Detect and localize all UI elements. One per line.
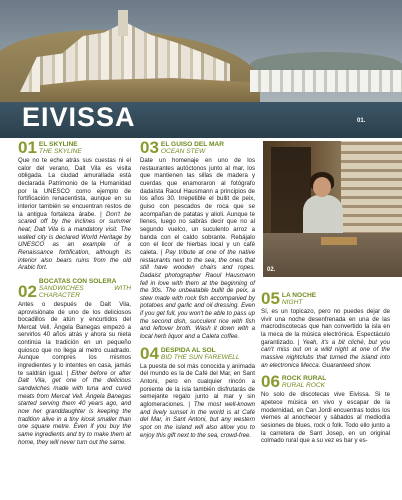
section-title-en: OCEAN STEW xyxy=(160,148,206,155)
section-title-en: SANDWICHES WITH CHARACTER xyxy=(38,284,131,299)
section-text-en: Either before or after Dalt Vila, get one of the delicious sandwiches made with tuna and cured meats from Mercat Vell. Àngela Banegas started serving them 40 years ago, and now her granddaughter is keeping the tradition alive in a tiny kiosk smaller than one square metre. Even if you buy the same ingredients and try to make them at home, they will never turn out the same. xyxy=(18,369,131,446)
section-title-en: THE SKYLINE xyxy=(38,148,82,155)
section-title-en: RURAL ROCK xyxy=(281,382,326,390)
section-text-en: Pay tribute at one of the native restaurants next to the sea, the ones that still have wooden chairs and ropes. Dadaist photographer Raoul Hausmann fell in love with them at the beginning of the 30s. The unbeatable bullit de peix, a stew made with rock fish accompanied by potatoes and garlic and oil dressing. Even if you get full, you won't be able to pass up the second dish, succulent rice with fish and leftover broth. Wash it down with a local herb liquor and a Caleta coffee. xyxy=(140,248,255,341)
section-heading xyxy=(261,372,390,392)
section-04 xyxy=(140,343,255,440)
section-title-en: NIGHT xyxy=(281,299,303,306)
vendor-body xyxy=(303,195,343,235)
section-text: Que no te eche atrás sus cuestas ni el calor del verano, Dalt Vila es visita obligada. La ciudad amurallada está declarada Patrimonio de la Humanidad por la UNESCO como ejemplo de fortificación renacentista, aunque en su interior también se encuentran restos de la antigua fortaleza árabe. | xyxy=(18,157,131,218)
section-06 xyxy=(261,372,390,445)
column-3 xyxy=(261,289,390,451)
section-text: La puesta de sol más conocida y animada del mundo es la de Café del Mar, en Sant Antoni, pero en cualquier rincón a poniente de la isla también disfrutarás de semejante regalo junto al mar y sin aglomeraciones. | xyxy=(140,362,255,409)
section-number: 02 xyxy=(18,281,37,301)
column-1 xyxy=(18,138,131,452)
hero-photo xyxy=(0,0,402,138)
column-2 xyxy=(140,138,255,445)
section-title: EL GUISO DEL MAR xyxy=(160,141,225,148)
section-title-en: BID THE SUN FAREWELL xyxy=(160,353,240,361)
section-text-en: Don't be scared off by the inclines or summer heat; Dalt Vila is a mandatory visit. The walled city is declared World Heritage by UNESCO as an example of a Renaissance fortification, although its interior also bears ruins from the old Arabic fort. xyxy=(18,210,131,272)
section-title: EL SKYLINE xyxy=(38,141,78,148)
section-number: 03 xyxy=(140,138,159,157)
section-heading xyxy=(18,278,131,299)
vendor-face xyxy=(313,177,331,197)
section-title: LA NOCHE xyxy=(281,292,317,299)
section-number: 01 xyxy=(18,138,37,157)
section-text-en: Yeah, it's a bit cliché, but you can't miss out on a wild night at one of the massive nightclubs that turned the island into an electronica Mecca. Guaranteed show. xyxy=(261,338,390,369)
section-number: 06 xyxy=(261,372,280,392)
section-text: Antes o después de Dalt Vila, aprovisiónate de uno de los deliciosos bocadillos de atún y encurtidos del Mercat Vell. Àngela Banegas empezó a servirlos 40 años atrás y ahora su nieta continúa la tradición en un pequeño quiosco que no llega al metro cuadrado. Aunque compres los mismos ingredientes y lo intentes en casa, jamás te saldrán igual. | xyxy=(18,300,131,377)
section-text: Date un homenaje en uno de los restaurantes autóctonos junto al mar, los que mantienen las sillas de madera y cuerdas que enamoraron al fotógrafo dadaísta Raoul Hausmann a principios de los años 30. Irrepetible el bullit de peix, guiso con pescados de roca que se acompañan de patatas y alioli. Aunque te llenes, luego no sabrás decir que no al segundo vuelco, un suculento arroz a banda con el caldo sobrante. Rebájalo con el licor de hierbas local y un café caleta. | xyxy=(140,157,255,256)
section-heading xyxy=(18,138,131,157)
section-title: DESPIDA AL SOL xyxy=(160,346,216,354)
section-03 xyxy=(140,138,255,341)
section-02 xyxy=(18,278,131,446)
cathedral-tower xyxy=(118,10,128,36)
section-number: 05 xyxy=(261,289,280,308)
section-text-en: The most well-known and lively sunset in the world is at Café del Mar, in Sant Antoni, but any western spot on the island will also allow you to enjoy this gift next to the sea, crowd-free. xyxy=(140,401,255,439)
section-heading xyxy=(140,138,255,157)
section-title: ROCK RURAL xyxy=(281,375,327,383)
section-number: 04 xyxy=(140,343,159,363)
shopkeeper-photo xyxy=(263,141,402,277)
photo-number: 01. xyxy=(357,118,366,124)
section-title: BOCATAS CON SOLERA xyxy=(38,277,117,285)
section-heading xyxy=(261,289,390,308)
section-heading xyxy=(140,343,255,363)
section-text: Sí, es un topicazo, pero no puedes dejar de vivir una noche desenfrenada en una de las macrodiscotecas que han convertido la isla en la meca de la música electrónica. Espectáculo garantizado. | xyxy=(261,308,390,346)
section-text: No solo de discotecas vive Eivissa. Si te apetece música en vivo y escapar de la modernidad, en Can Jordi encuentras todos los viernes al anochecer y sábados al mediodía sesiones de blues, rock o folk. Todo ello junto a la carretera de Sant Josep, en un original colmado rural que a su vez es bar y es- xyxy=(261,391,390,445)
cutting-board xyxy=(321,237,357,245)
section-05 xyxy=(261,289,390,369)
photo-number: 02. xyxy=(267,267,276,273)
harbour-buildings xyxy=(250,70,402,92)
section-01 xyxy=(18,138,131,272)
page-title: EIVISSA xyxy=(22,102,136,132)
